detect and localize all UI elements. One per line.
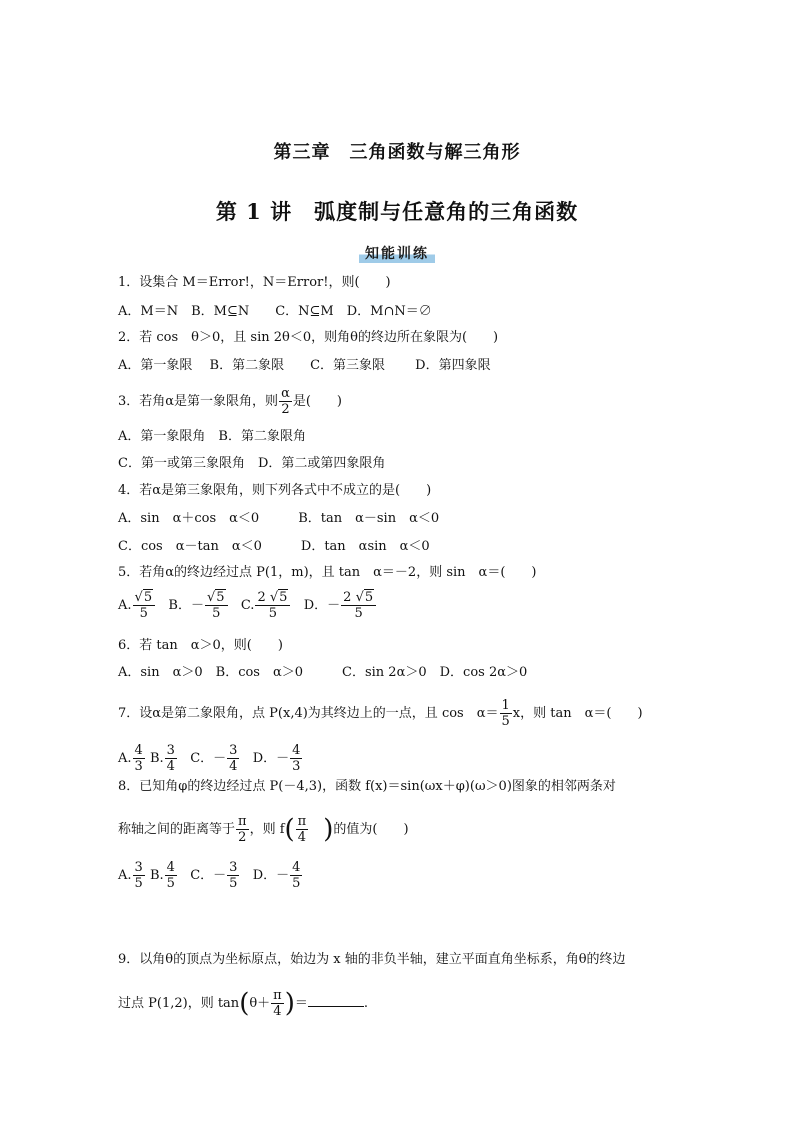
q8-stem-2-pre: 称轴之间的距离等于 [118, 822, 236, 837]
q8-stem-2-post: 的值为( ) [333, 822, 409, 837]
q2-options: A．第一象限 B．第二象限 C．第三象限 D．第四象限 [118, 358, 491, 373]
q4-options-2: C．cos α－tan α＜0 D．tan αsin α＜0 [118, 539, 430, 554]
lesson-title: 第 1 讲 弧度制与任意角的三角函数 [215, 199, 579, 224]
q7-stem-pre: 7．设α是第二象限角，点 P(x,4)为其终边上的一点，且 cos α＝ [118, 706, 499, 721]
left-paren-icon: ( [239, 988, 250, 1019]
q6-options: A．sin α＞0 B．cos α＞0 C．sin 2α＞0 D．cos 2α＞0 [118, 665, 528, 680]
q7-opt-c-frac: $\frac{3}{4}$ [229, 743, 238, 774]
q7-opt-b-label: B. [149, 751, 164, 766]
frac-numerator: α [281, 386, 290, 401]
right-paren-icon: ) [284, 988, 295, 1019]
q9-stem-1: 9．以角θ的顶点为坐标原点，始边为 x 轴的非负半轴，建立平面直角坐标系，角θ的终边 [118, 952, 626, 967]
frac-denominator: 2 [281, 402, 290, 417]
q3-options-1: A．第一象限角 B．第二象限角 [118, 429, 306, 444]
q2-stem: 2．若 cos θ＞0，且 sin 2θ＜0，则角θ的终边所在象限为( ) [118, 330, 499, 345]
q5-opt-a-label: A. [118, 598, 132, 613]
q9-end-mark: . [363, 996, 369, 1011]
q8-stem-2 [118, 814, 409, 845]
q8-opt-c-label: C．－ [190, 868, 227, 883]
q7-options [118, 743, 303, 774]
q6-stem: 6．若 tan α＞0，则( ) [118, 638, 283, 653]
right-paren-icon: ) [323, 814, 334, 845]
q7-opt-d-frac: $\frac{4}{3}$ [292, 743, 301, 774]
q8-opt-a-label: A. [118, 868, 132, 883]
q7-stem-post: x，则 tan α＝( ) [512, 706, 643, 721]
chapter-title: 第三章 三角函数与解三角形 [273, 142, 521, 163]
q3-stem-post: 是( ) [292, 394, 342, 409]
q1-options: A．M＝N B．M⊆N C．N⊆M D．M∩N＝∅ [118, 304, 432, 319]
q5-opt-b-frac: $\frac{√5}{5}$ [205, 590, 228, 621]
q5-opt-a-frac: $\frac{√5}{5}$ [133, 590, 156, 621]
q8-opt-c-frac: $\frac{3}{5}$ [229, 860, 238, 891]
q7-opt-d-label: D．－ [252, 751, 290, 766]
section-badge-wrap [0, 243, 794, 264]
q5-stem: 5．若角α的终边经过点 P(1，m)，且 tan α＝－2，则 sin α＝( ) [118, 565, 537, 580]
q8-opt-b-frac: $\frac{4}{5}$ [166, 860, 175, 891]
q5-opt-d-frac: $\frac{2 √5}{5}$ [341, 590, 376, 621]
q5-opt-d-label: D．－ [303, 598, 341, 613]
q8-opt-d-frac: $\frac{4}{5}$ [292, 860, 301, 891]
q7-one-fifth: $\frac{1}{5}$ [501, 698, 510, 729]
section-badge: 知能训练 [359, 243, 435, 264]
sqrt-icon: √5 [355, 590, 374, 605]
q1-stem: 1．设集合 M＝Error!，N＝Error!，则( ) [118, 275, 391, 290]
q9-stem-2-pre: 过点 P(1,2)，则 tan [118, 996, 240, 1011]
q4-options-1: A．sin α＋cos α＜0 B．tan α－sin α＜0 [118, 511, 440, 526]
q9-equals: ＝ [294, 996, 308, 1011]
sqrt-icon: √5 [269, 590, 288, 605]
sqrt-icon: √5 [206, 590, 225, 605]
q3-alpha-half [279, 386, 292, 417]
q5-opt-b-label: B．－ [168, 598, 204, 613]
q7-opt-a-label: A. [118, 751, 132, 766]
q7-opt-b-frac: $\frac{3}{4}$ [166, 743, 175, 774]
left-paren-icon: ( [284, 814, 295, 845]
q7-stem [118, 698, 643, 729]
q7-opt-a-frac: $\frac{4}{3}$ [134, 743, 143, 774]
q8-stem-2-mid: ，则 f [249, 822, 285, 837]
q9-stem-2 [118, 988, 368, 1019]
q8-pi-over-4: $\frac{\pi}{4}$ [297, 814, 307, 845]
q5-opt-c-label: C. [240, 598, 255, 613]
q8-opt-a-frac: $\frac{3}{5}$ [134, 860, 143, 891]
q8-stem-1: 8．已知角φ的终边经过点 P(－4,3)，函数 f(x)＝sin(ωx＋φ)(ω＞0)图象的相邻两条对 [118, 779, 616, 794]
q5-opt-c-frac: $\frac{2 √5}{5}$ [255, 590, 290, 621]
q3-stem [118, 386, 342, 417]
q8-pi-over-2: $\frac{\pi}{2}$ [238, 814, 247, 845]
sqrt-icon: √5 [134, 590, 153, 605]
q7-opt-c-label: C．－ [190, 751, 227, 766]
q5-options [118, 590, 377, 621]
q9-theta-plus: θ＋ [249, 996, 271, 1011]
q4-stem: 4．若α是第三象限角，则下列各式中不成立的是( ) [118, 483, 432, 498]
q3-options-2: C．第一或第三象限角 D．第二或第四象限角 [118, 456, 386, 471]
q8-opt-d-label: D．－ [252, 868, 290, 883]
q3-stem-pre: 3．若角α是第一象限角，则 [118, 394, 279, 409]
q9-pi-over-4: $\frac{\pi}{4}$ [273, 988, 282, 1019]
answer-blank[interactable] [308, 994, 364, 1007]
q8-opt-b-label: B. [149, 868, 164, 883]
q8-options [118, 860, 303, 891]
